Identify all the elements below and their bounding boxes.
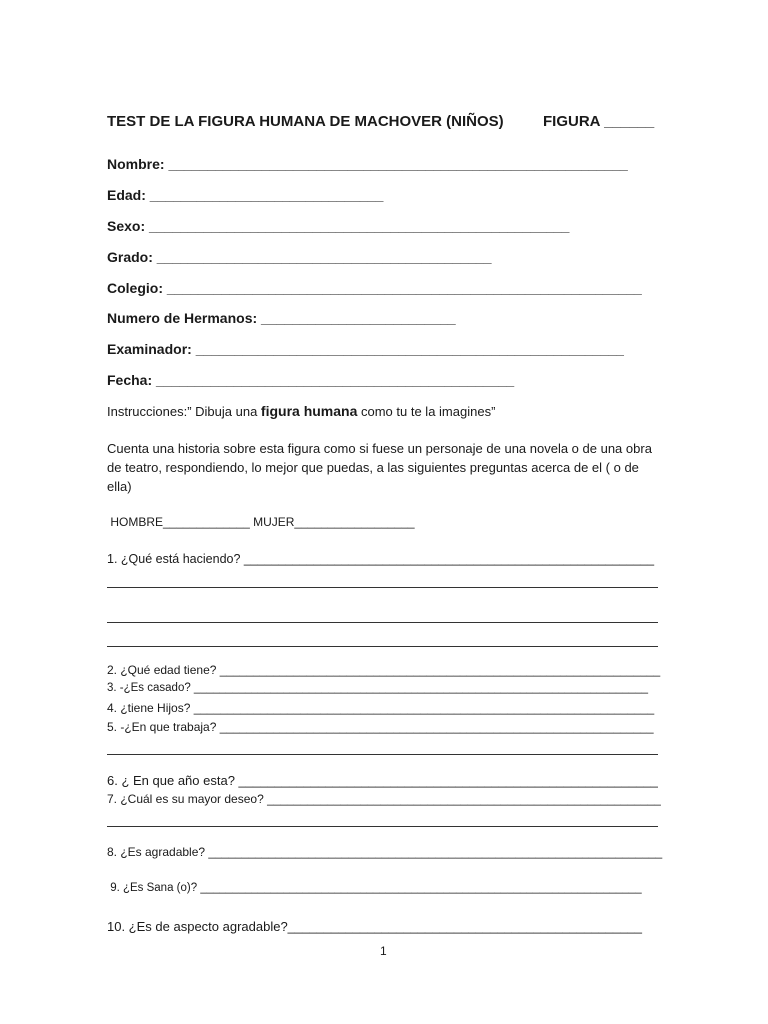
hermanos-field: Numero de Hermanos: _________________________ xyxy=(107,310,456,326)
question-5: 5. -¿En que trabaja? _________________________________________________________________ xyxy=(107,720,654,734)
document-title: TEST DE LA FIGURA HUMANA DE MACHOVER (NIÑOS) xyxy=(107,113,504,130)
nombre-field: Nombre: ___________________________________________________________ xyxy=(107,156,628,172)
question-7: 7. ¿Cuál es su mayor deseo? ___________________________________________________________ xyxy=(107,792,661,806)
question-2: 2. ¿Qué edad tiene? __________________________________________________________________ xyxy=(107,663,661,677)
question-3: 3. -¿Es casado? _______________________________________________________________________ xyxy=(107,682,649,694)
instructions-suffix: como tu te la imagines” xyxy=(357,404,496,419)
colegio-field: Colegio: _____________________________________________________________ xyxy=(107,280,642,296)
fecha-field: Fecha: ______________________________________________ xyxy=(107,372,515,388)
instructions-emphasis: figura humana xyxy=(260,403,358,419)
question-6: 6. ¿ En que año esta? __________________________________________________________ xyxy=(107,773,658,788)
gender-line: HOMBRE_____________ MUJER__________________ xyxy=(107,515,415,529)
answer-line xyxy=(107,754,658,755)
answer-line xyxy=(107,826,658,827)
figura-field: FIGURA ______ xyxy=(543,113,655,130)
grado-field: Grado: ___________________________________________ xyxy=(107,249,492,265)
question-8: 8. ¿Es agradable? ____________________________________________________________________ xyxy=(107,845,663,859)
question-4: 4. ¿tiene Hijos? _____________________________________________________________________ xyxy=(107,701,655,715)
question-10: 10. ¿Es de aspecto agradable?_________________________________________________ xyxy=(107,919,642,934)
question-1: 1. ¿Qué está haciendo? ___________________________________________________________ xyxy=(107,552,655,566)
question-9: 9. ¿Es Sana (o)? _____________________________________________________________________ xyxy=(107,882,642,894)
instructions-line xyxy=(107,403,495,419)
examinador-field: Examinador: _______________________________________________________ xyxy=(107,341,624,357)
page-number: 1 xyxy=(380,944,387,958)
edad-field: Edad: ______________________________ xyxy=(107,187,384,203)
sexo-field: Sexo: ______________________________________________________ xyxy=(107,218,570,234)
answer-line xyxy=(107,622,658,623)
instructions-prefix: Instrucciones:” Dibuja una xyxy=(107,404,261,419)
answer-line xyxy=(107,587,658,588)
answer-line xyxy=(107,646,658,647)
story-instructions: Cuenta una historia sobre esta figura como si fuese un personaje de una novela o de una obra de teatro, respondiendo, lo mejor que puedas, a las siguientes preguntas acerca de el ( o de ella) xyxy=(107,441,652,494)
